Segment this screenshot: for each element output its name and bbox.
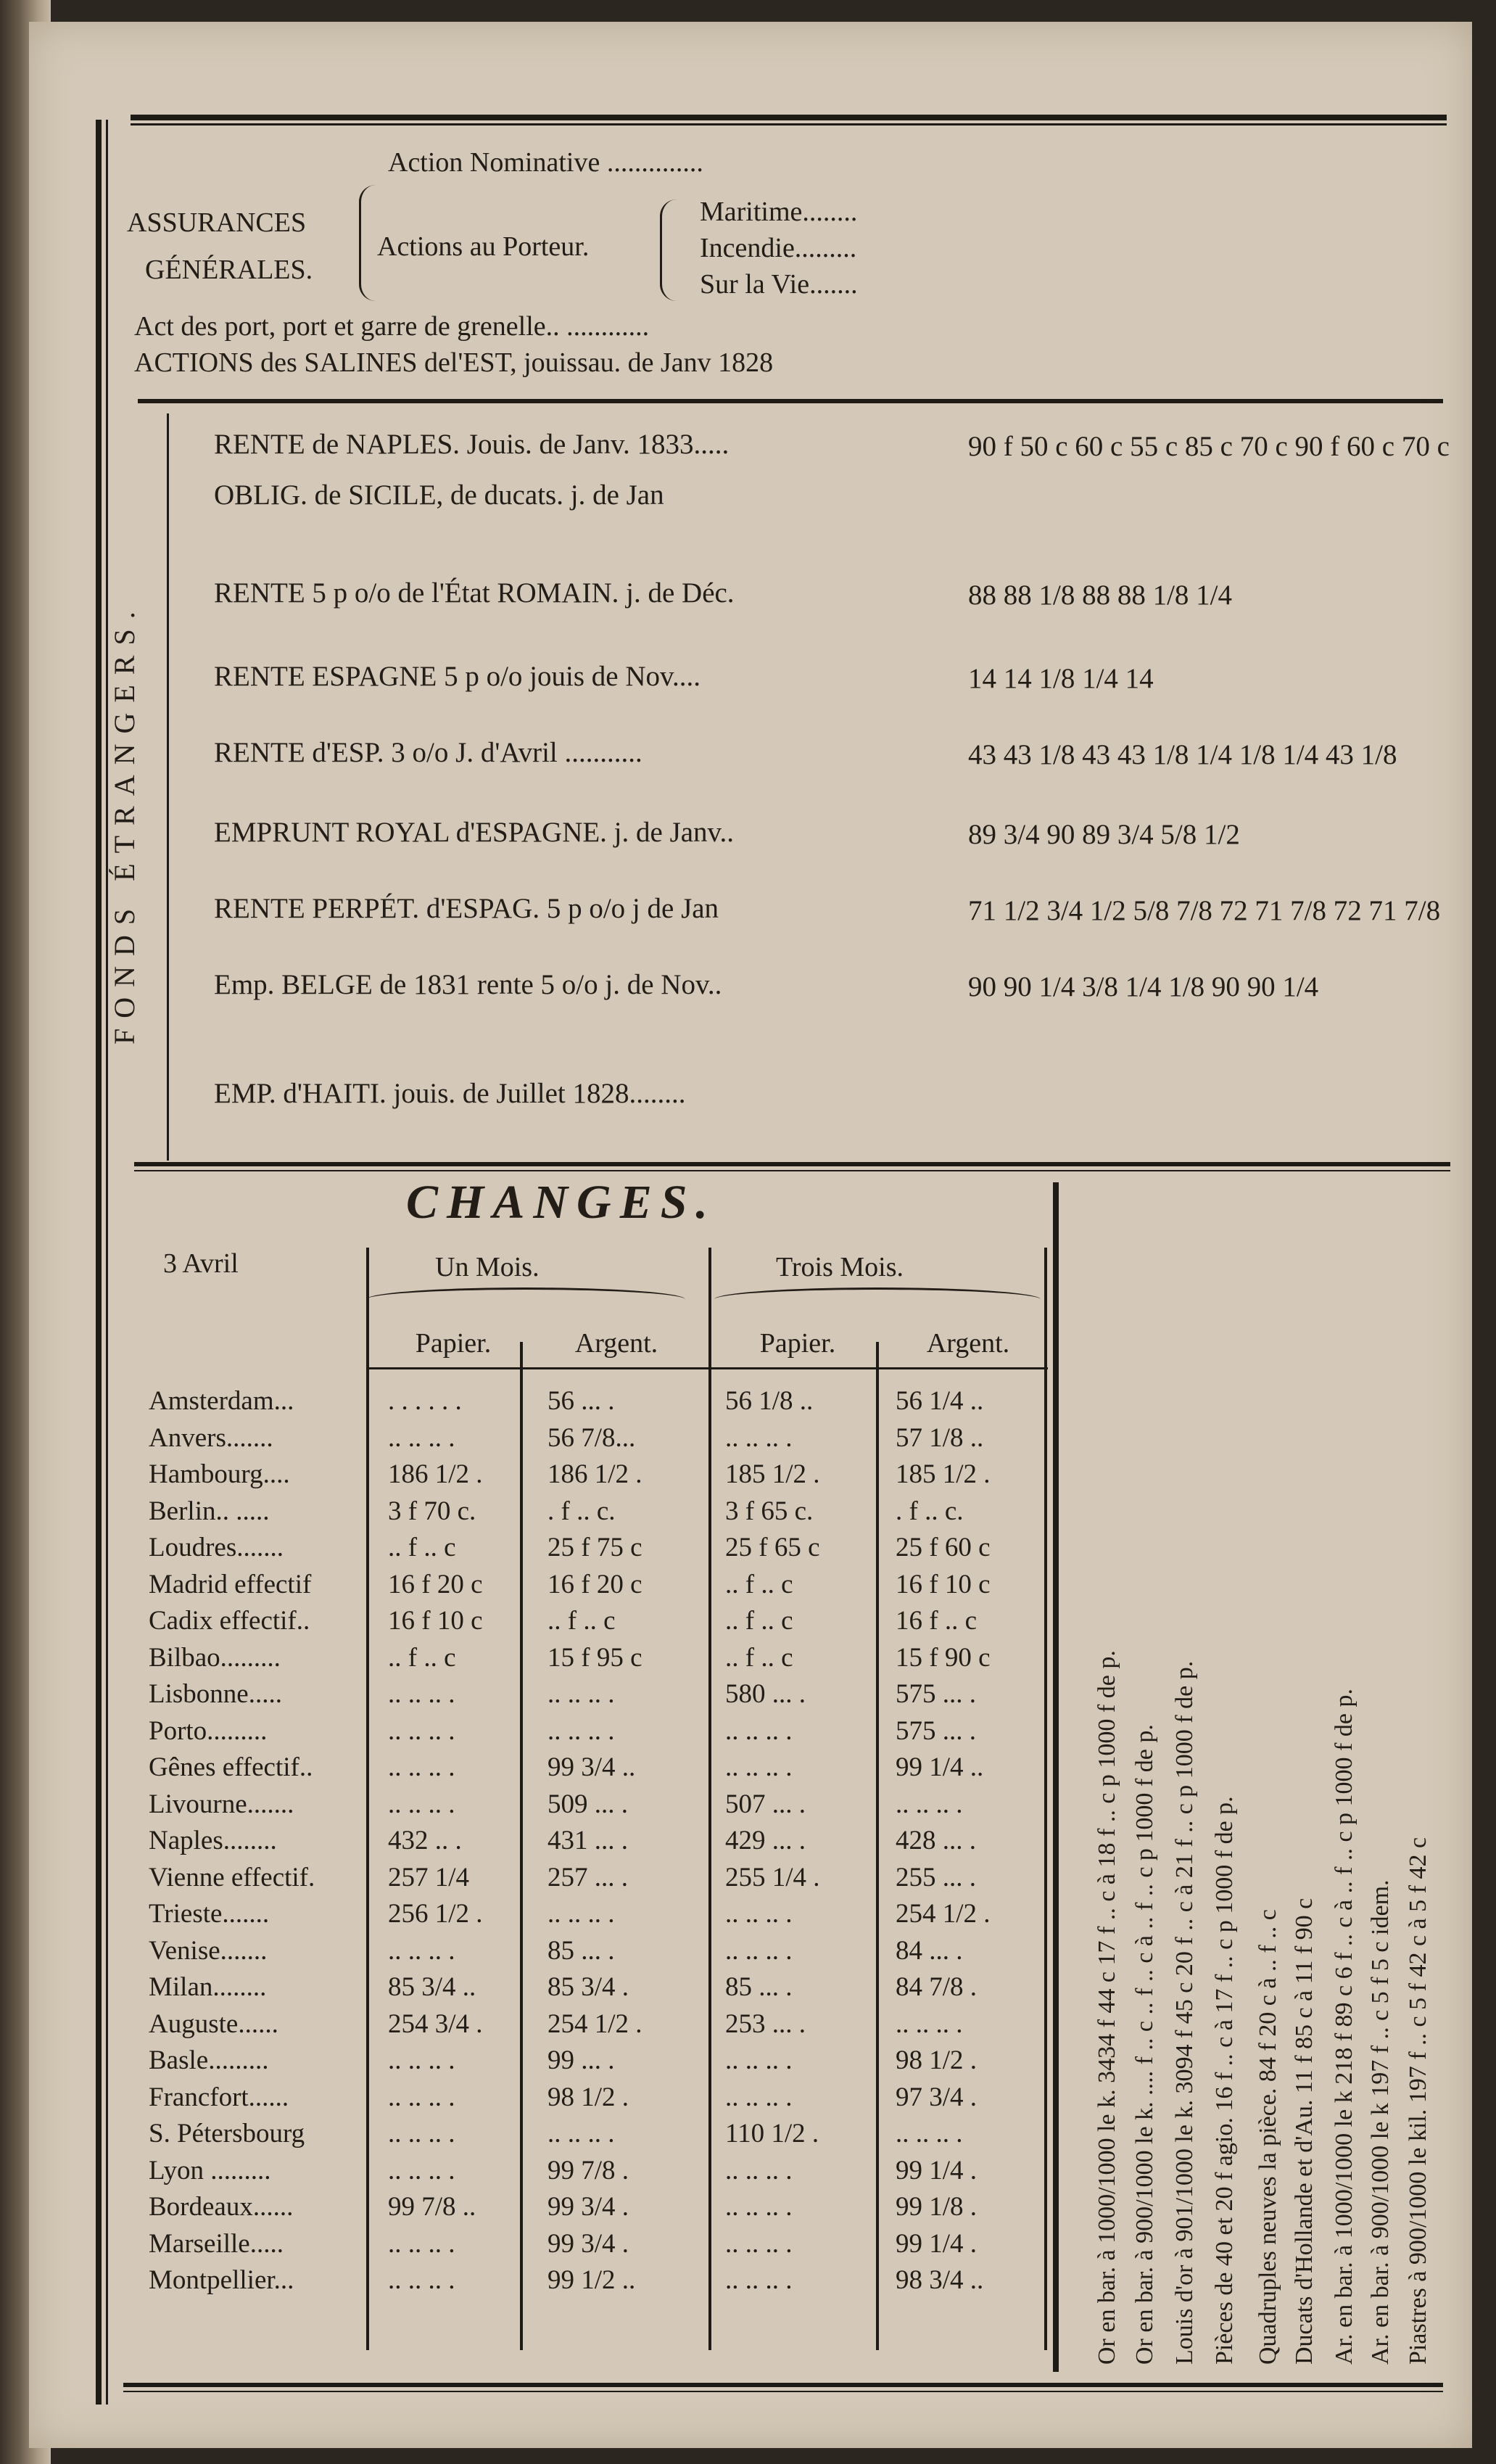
rate-cell: 257 ... . bbox=[547, 1862, 628, 1892]
rate-cell: 16 f .. c bbox=[896, 1606, 977, 1636]
metal-rate-line: Or en bar. à 1000/1000 le k. 3434 f 44 c 17 f .. c à 18 f .. c p 1000 f de p. bbox=[1094, 1650, 1120, 2365]
fonds-row bbox=[214, 660, 1461, 704]
rate-cell: 256 1/2 . bbox=[388, 1899, 483, 1929]
rate-cell: 3 f 70 c. bbox=[388, 1496, 476, 1526]
rate-cell: 3 f 65 c. bbox=[725, 1496, 814, 1526]
rate-cell: .. .. .. . bbox=[388, 1422, 455, 1453]
rate-cell: 255 1/4 . bbox=[725, 1862, 820, 1892]
rate-cell: .. .. .. . bbox=[388, 2119, 455, 2148]
act-des-port: Act des port, port et garre de grenelle.. ............ bbox=[134, 311, 650, 342]
rate-cell: 99 7/8 .. bbox=[388, 2192, 476, 2222]
argent-header-1: Argent. bbox=[574, 1328, 658, 1359]
rate-cell: .. .. .. . bbox=[896, 2119, 963, 2148]
rate-cell: .. .. .. . bbox=[388, 1715, 455, 1746]
fonds-value: 90 90 1/4 3/8 1/4 1/8 90 90 1/4 bbox=[968, 971, 1319, 1002]
un-mois-brace bbox=[366, 1287, 685, 1311]
fonds-row bbox=[214, 577, 1461, 620]
action-nominative: Action Nominative .............. bbox=[388, 147, 703, 178]
rate-cell: 85 ... . bbox=[725, 1972, 793, 2002]
metal-rate-line: Piastres à 900/1000 le kil. 197 f .. c 5 f 42 c à 5 f 42 c bbox=[1405, 1837, 1431, 2365]
city-name: Gênes effectif.. bbox=[149, 1752, 313, 1782]
papier-header-2: Papier. bbox=[759, 1328, 836, 1359]
rate-cell: 580 ... . bbox=[725, 1679, 806, 1709]
rate-cell: .. .. .. . bbox=[547, 1715, 615, 1746]
city-name: Lyon ......... bbox=[149, 2155, 271, 2185]
rate-cell: .. .. .. . bbox=[725, 1422, 793, 1453]
col-rule-5 bbox=[1044, 1248, 1047, 2350]
city-name: Lisbonne..... bbox=[149, 1679, 282, 1709]
rate-cell: 186 1/2 . bbox=[388, 1459, 483, 1489]
papier-header-1: Papier. bbox=[415, 1328, 492, 1359]
city-name: Auguste...... bbox=[149, 2008, 278, 2039]
rate-cell: . f .. c. bbox=[547, 1496, 616, 1526]
col-rule-3 bbox=[708, 1248, 711, 2350]
rule-after-fonds bbox=[134, 1162, 1450, 1166]
rate-cell: 56 ... . bbox=[547, 1386, 615, 1416]
rate-cell: 16 f 20 c bbox=[547, 1569, 642, 1599]
fonds-row bbox=[214, 736, 1461, 780]
generales-label: GÉNÉRALES. bbox=[145, 255, 313, 285]
rate-cell: . f .. c. bbox=[896, 1496, 964, 1526]
rate-cell: .. .. .. . bbox=[388, 2155, 455, 2185]
city-name: Montpellier... bbox=[149, 2265, 294, 2295]
city-name: Porto......... bbox=[149, 1715, 268, 1746]
rate-cell: 99 1/4 . bbox=[896, 2228, 978, 2259]
rate-cell: 56 1/8 .. bbox=[725, 1386, 814, 1416]
rate-cell: .. .. .. . bbox=[388, 2045, 455, 2075]
rate-cell: 99 7/8 . bbox=[547, 2155, 629, 2185]
trois-mois-brace bbox=[714, 1287, 1041, 1311]
rate-cell: 432 .. . bbox=[388, 1826, 462, 1855]
rate-cell: 98 1/2 . bbox=[547, 2082, 629, 2112]
actions-porteur: Actions au Porteur. bbox=[377, 231, 590, 262]
incendie: Incendie......... bbox=[700, 233, 857, 263]
rate-cell: 16 f 10 c bbox=[896, 1569, 991, 1599]
city-name: Madrid effectif bbox=[149, 1569, 312, 1599]
ledger-page bbox=[29, 22, 1472, 2448]
fonds-row bbox=[214, 816, 1461, 860]
city-name: Loudres....... bbox=[149, 1533, 284, 1562]
city-name: S. Pétersbourg bbox=[149, 2119, 305, 2148]
rate-cell: .. .. .. . bbox=[725, 1935, 793, 1966]
assurances-label: ASSURANCES bbox=[127, 207, 307, 238]
rate-cell: . . . . . . bbox=[388, 1386, 462, 1416]
rate-cell: 56 7/8... bbox=[547, 1422, 636, 1453]
fonds-row bbox=[214, 1077, 1461, 1121]
rate-cell: 99 3/4 . bbox=[547, 2192, 629, 2222]
header-underline bbox=[366, 1367, 1048, 1369]
rate-cell: 99 1/4 . bbox=[896, 2155, 978, 2185]
rate-cell: 84 ... . bbox=[896, 1935, 963, 1966]
city-name: Vienne effectif. bbox=[149, 1862, 315, 1892]
bottom-rule bbox=[123, 2383, 1443, 2387]
metal-rate-line: Or en bar. à 900/1000 le k. .... f .. c .. f .. c à .. f .. c p 1000 f de p. bbox=[1131, 1724, 1158, 2365]
rate-cell: 25 f 60 c bbox=[896, 1533, 991, 1562]
changes-title: CHANGES. bbox=[406, 1176, 716, 1229]
city-name: Anvers....... bbox=[149, 1422, 273, 1453]
rate-cell: .. .. .. . bbox=[725, 1715, 793, 1746]
fonds-name: RENTE ESPAGNE 5 p o/o jouis de Nov.... bbox=[214, 661, 701, 692]
rate-cell: 98 1/2 . bbox=[896, 2045, 978, 2075]
rate-cell: .. .. .. . bbox=[547, 1679, 615, 1709]
rate-cell: 25 f 75 c bbox=[547, 1533, 642, 1562]
rate-cell: 85 ... . bbox=[547, 1935, 615, 1966]
rate-cell: 15 f 95 c bbox=[547, 1642, 642, 1673]
fonds-name: EMPRUNT ROYAL d'ESPAGNE. j. de Janv.. bbox=[214, 817, 735, 848]
col-rule-1 bbox=[366, 1248, 369, 2350]
col-rule-4 bbox=[876, 1342, 879, 2350]
bottom-rule-thin bbox=[123, 2391, 1443, 2392]
rate-cell: 99 3/4 .. bbox=[547, 1752, 636, 1782]
city-name: Bordeaux...... bbox=[149, 2192, 294, 2222]
fonds-value: 88 88 1/8 88 88 1/8 1/4 bbox=[968, 580, 1233, 611]
rate-cell: 99 3/4 . bbox=[547, 2228, 629, 2259]
city-name: Naples........ bbox=[149, 1826, 277, 1855]
fonds-name: Emp. BELGE de 1831 rente 5 o/o j. de Nov.. bbox=[214, 969, 722, 1000]
fonds-value: 14 14 1/8 1/4 14 bbox=[968, 663, 1154, 694]
rule-after-top bbox=[138, 399, 1443, 403]
rate-cell: .. .. .. . bbox=[547, 2119, 615, 2148]
city-name: Trieste....... bbox=[149, 1899, 270, 1929]
fonds-value: 89 3/4 90 89 3/4 5/8 1/2 bbox=[968, 819, 1240, 850]
rate-cell: .. .. .. . bbox=[725, 2155, 793, 2185]
rate-cell: 185 1/2 . bbox=[725, 1459, 820, 1489]
city-name: Venise....... bbox=[149, 1935, 268, 1966]
rate-cell: 84 7/8 . bbox=[896, 1972, 978, 2002]
fonds-row bbox=[214, 892, 1461, 936]
rate-cell: 15 f 90 c bbox=[896, 1642, 991, 1673]
metal-rate-line: Quadruples neuves la pièce. 84 f 20 c à .. f .. c bbox=[1255, 1909, 1281, 2365]
fonds-name: RENTE PERPÉT. d'ESPAG. 5 p o/o j de Jan bbox=[214, 893, 719, 924]
rate-cell: 57 1/8 .. bbox=[896, 1422, 984, 1453]
rate-cell: 254 1/2 . bbox=[896, 1899, 991, 1929]
rate-cell: .. .. .. . bbox=[896, 2008, 963, 2039]
rate-cell: .. .. .. . bbox=[388, 2265, 455, 2295]
city-name: Amsterdam... bbox=[149, 1386, 294, 1416]
rate-cell: .. .. .. . bbox=[725, 2228, 793, 2259]
fonds-name: EMP. d'HAITI. jouis. de Juillet 1828........ bbox=[214, 1078, 686, 1109]
rate-cell: 99 1/2 .. bbox=[547, 2265, 636, 2295]
changes-date: 3 Avril bbox=[163, 1248, 239, 1279]
brace-right bbox=[660, 199, 677, 301]
fonds-divider bbox=[167, 413, 169, 1161]
rate-cell: 255 ... . bbox=[896, 1862, 976, 1892]
city-name: Basle......... bbox=[149, 2045, 269, 2075]
rate-cell: 575 ... . bbox=[896, 1715, 976, 1746]
rate-cell: .. .. .. . bbox=[388, 2228, 455, 2259]
fonds-row bbox=[214, 479, 1461, 522]
fonds-value: 71 1/2 3/4 1/2 5/8 7/8 72 71 7/8 72 71 7/8 bbox=[968, 895, 1441, 926]
un-mois-header: Un Mois. bbox=[435, 1252, 540, 1282]
rate-cell: .. f .. c bbox=[388, 1642, 456, 1673]
rate-cell: 16 f 20 c bbox=[388, 1569, 483, 1599]
rate-cell: .. .. .. . bbox=[388, 1752, 455, 1782]
rate-cell: 97 3/4 . bbox=[896, 2082, 978, 2112]
rate-cell: 575 ... . bbox=[896, 1679, 976, 1709]
rate-cell: 185 1/2 . bbox=[896, 1459, 991, 1489]
maritime: Maritime........ bbox=[700, 197, 858, 227]
rate-cell: .. f .. c bbox=[725, 1569, 793, 1599]
fonds-name: RENTE 5 p o/o de l'État ROMAIN. j. de Déc. bbox=[214, 577, 735, 609]
top-rule bbox=[131, 115, 1447, 120]
rate-cell: 431 ... . bbox=[547, 1826, 628, 1855]
city-name: Hambourg.... bbox=[149, 1459, 290, 1489]
rate-cell: 98 3/4 .. bbox=[896, 2265, 984, 2295]
city-name: Cadix effectif.. bbox=[149, 1606, 310, 1636]
rate-cell: .. f .. c bbox=[725, 1642, 793, 1673]
rate-cell: .. .. .. . bbox=[896, 1789, 963, 1819]
metal-rate-line: Pièces de 40 et 20 f agio. 16 f .. c à 17 f .. c p 1000 f de p. bbox=[1211, 1796, 1238, 2365]
rate-cell: 257 1/4 bbox=[388, 1862, 470, 1892]
rate-cell: 16 f 10 c bbox=[388, 1606, 483, 1636]
rate-cell: .. .. .. . bbox=[725, 2082, 793, 2112]
rate-cell: .. f .. c bbox=[725, 1606, 793, 1636]
rate-cell: .. f .. c bbox=[388, 1533, 456, 1562]
fonds-value: 90 f 50 c 60 c 55 c 85 c 70 c 90 f 60 c 70 c bbox=[968, 431, 1450, 462]
rate-cell: 254 1/2 . bbox=[547, 2008, 642, 2039]
fonds-name: RENTE de NAPLES. Jouis. de Janv. 1833..... bbox=[214, 429, 730, 460]
metals-divider bbox=[1053, 1182, 1059, 2372]
rate-cell: .. f .. c bbox=[547, 1606, 616, 1636]
rate-cell: 509 ... . bbox=[547, 1789, 628, 1819]
fonds-name: RENTE d'ESP. 3 o/o J. d'Avril ........... bbox=[214, 737, 642, 768]
brace-left bbox=[359, 185, 376, 301]
rate-cell: 507 ... . bbox=[725, 1789, 806, 1819]
col-rule-2 bbox=[520, 1342, 523, 2350]
rate-cell: 110 1/2 . bbox=[725, 2119, 819, 2148]
rate-cell: 56 1/4 .. bbox=[896, 1386, 984, 1416]
rate-cell: 254 3/4 . bbox=[388, 2008, 483, 2039]
fonds-name: OBLIG. de SICILE, de ducats. j. de Jan bbox=[214, 479, 664, 511]
rate-cell: .. .. .. . bbox=[725, 2045, 793, 2075]
rate-cell: 85 3/4 .. bbox=[388, 1972, 476, 2002]
rate-cell: .. .. .. . bbox=[725, 1752, 793, 1782]
actions-salines: ACTIONS des SALINES del'EST, jouissau. de Janv 1828 bbox=[134, 347, 774, 378]
city-name: Milan........ bbox=[149, 1972, 267, 2002]
fonds-etrangers-label: FONDS ÉTRANGERS. bbox=[108, 601, 141, 1044]
rate-cell: 85 3/4 . bbox=[547, 1972, 629, 2002]
left-border-thin bbox=[106, 120, 108, 2405]
metal-rate-line: Ar. en bar. à 900/1000 le k 197 f .. c 5 f 5 c idem. bbox=[1367, 1879, 1394, 2365]
rate-cell: .. .. .. . bbox=[388, 1679, 455, 1709]
rate-cell: .. .. .. . bbox=[388, 1789, 455, 1819]
city-name: Francfort...... bbox=[149, 2082, 289, 2112]
trois-mois-header: Trois Mois. bbox=[776, 1252, 904, 1282]
rule-after-fonds-thin bbox=[134, 1170, 1450, 1171]
rate-cell: 99 1/4 .. bbox=[896, 1752, 984, 1782]
rate-cell: 186 1/2 . bbox=[547, 1459, 642, 1489]
argent-header-2: Argent. bbox=[926, 1328, 1010, 1359]
rate-cell: 429 ... . bbox=[725, 1826, 806, 1855]
rate-cell: .. .. .. . bbox=[725, 2265, 793, 2295]
city-name: Livourne....... bbox=[149, 1789, 294, 1819]
top-rule-thin bbox=[131, 123, 1447, 125]
rate-cell: 99 1/8 . bbox=[896, 2192, 978, 2222]
city-name: Berlin.. ..... bbox=[149, 1496, 270, 1526]
city-name: Bilbao......... bbox=[149, 1642, 281, 1673]
city-name: Marseille..... bbox=[149, 2228, 284, 2259]
metal-rate-line: Ducats d'Hollande et d'Au. 11 f 85 c à 11 f 90 c bbox=[1291, 1898, 1318, 2365]
fonds-row bbox=[214, 428, 1461, 471]
metal-rate-line: Louis d'or à 901/1000 le k. 3094 f 45 c 20 f .. c à 21 f .. c p 1000 f de p. bbox=[1171, 1660, 1198, 2365]
left-border bbox=[96, 120, 102, 2405]
rate-cell: .. .. .. . bbox=[725, 1899, 793, 1929]
sur-la-vie: Sur la Vie....... bbox=[700, 269, 858, 300]
rate-cell: .. .. .. . bbox=[388, 2082, 455, 2112]
rate-cell: .. .. .. . bbox=[725, 2192, 793, 2222]
metal-rate-line: Ar. en bar. à 1000/1000 le k 218 f 89 c 6 f .. c à .. f .. c p 1000 f de p. bbox=[1331, 1689, 1357, 2365]
rate-cell: .. .. .. . bbox=[547, 1899, 615, 1929]
rate-cell: 99 ... . bbox=[547, 2045, 615, 2075]
fonds-row bbox=[214, 968, 1461, 1012]
rate-cell: .. .. .. . bbox=[388, 1935, 455, 1966]
rate-cell: 25 f 65 c bbox=[725, 1533, 820, 1562]
rate-cell: 428 ... . bbox=[896, 1826, 976, 1855]
rate-cell: 253 ... . bbox=[725, 2008, 806, 2039]
fonds-value: 43 43 1/8 43 43 1/8 1/4 1/8 1/4 43 1/8 bbox=[968, 739, 1397, 770]
